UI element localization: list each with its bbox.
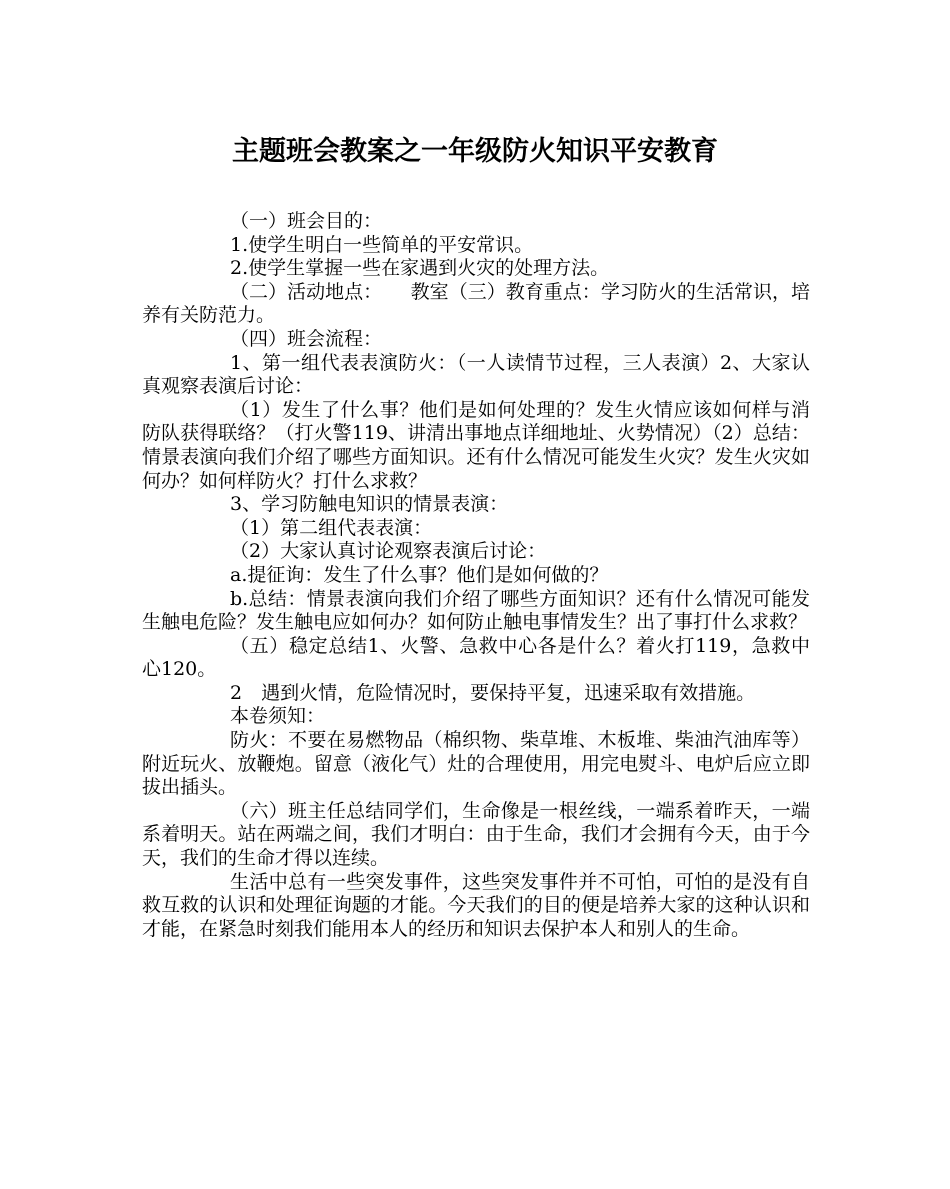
- paragraph-purpose-1: 1.使学生明白一些简单的平安常识。: [230, 233, 534, 256]
- paragraph-process-step-1: 1、第一组代表表演防火：（一人读情节过程，三人表演）2、大家认真观察表演后讨论：: [142, 351, 810, 398]
- paragraph-closing: 生活中总有一些突发事件，这些突发事件并不可怕，可怕的是没有自救互救的认识和处理征询题的才能。今天我们的目的便是培养大家的这种认识和才能，在紧急时刻我们能用本人的经历和知识去保护本人和别人的生命。: [142, 870, 810, 940]
- paragraph-fire-discussion: （1）发生了什么事？他们是如何处理的？发生火情应该如何样与消防队获得联络？（打火警119、讲清出事地点详细地址、火势情况）（2）总结：情景表演向我们介绍了哪些方面知识。还有什么情况可能发生火灾？发生火灾如何办？如何样防火？打什么求救？: [142, 398, 810, 492]
- paragraph-fire-prevention: 防火：不要在易燃物品（棉织物、柴草堆、木板堆、柴油汽油库等）附近玩火、放鞭炮。留意（液化气）灶的合理使用，用完电熨斗、电炉后应立即拔出插头。: [142, 729, 810, 799]
- paragraph-class-meeting-purpose: （一）班会目的：: [230, 210, 383, 232]
- paragraph-process-step-3: 3、学习防触电知识的情景表演：: [230, 493, 509, 516]
- paragraph-meeting-process: （四）班会流程：: [230, 327, 383, 350]
- paragraph-stay-calm: 2 遇到火情，危险情况时，要保持平复，迅速采取有效措施。: [230, 681, 756, 704]
- paragraph-location-and-focus: （二）活动地点： 教室（三）教育重点：学习防火的生活常识，培养有关防范力。: [142, 280, 810, 327]
- document-title: 主题班会教案之一年级防火知识平安教育: [232, 136, 718, 167]
- paragraph-summary-b: b.总结：情景表演向我们介绍了哪些方面知识？还有什么情况可能发生触电危险？发生触电应如何办？如何防止触电事情发生？出了事打什么求救？: [142, 587, 810, 634]
- paragraph-summary-five: （五）稳定总结1、火警、急救中心各是什么？着火打119，急救中心120。: [142, 634, 810, 681]
- paragraph-question-a: a.提征询：发生了什么事？他们是如何做的？: [230, 563, 609, 586]
- paragraph-notes-heading: 本卷须知：: [230, 705, 326, 728]
- document-body: [142, 210, 810, 941]
- paragraph-group-2-performance: （1）第二组代表表演：: [230, 516, 433, 539]
- paragraph-purpose-2: 2.使学生掌握一些在家遇到火灾的处理方法。: [230, 257, 610, 280]
- paragraph-teacher-summary: （六）班主任总结同学们，生命像是一根丝线，一端系着昨天，一端系着明天。站在两端之间，我们才明白：由于生命，我们才会拥有今天，由于今天，我们的生命才得以连续。: [142, 799, 810, 870]
- paragraph-group-discussion: （2）大家认真讨论观察表演后讨论：: [230, 540, 547, 563]
